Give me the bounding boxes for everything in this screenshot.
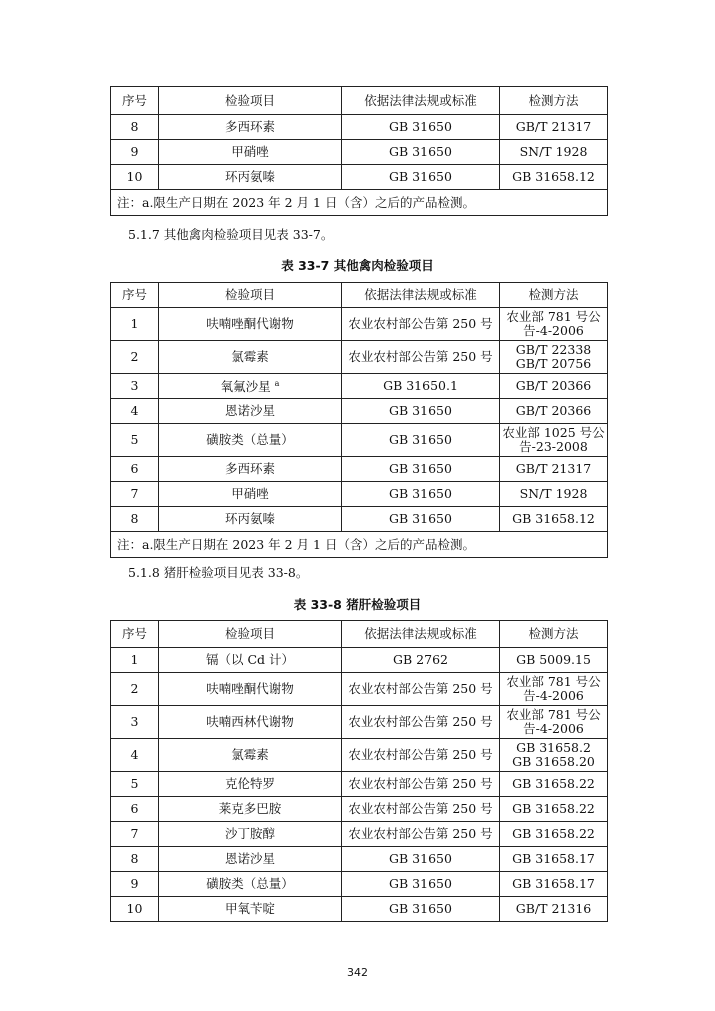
table-cell: 农业部 781 号公告-4-2006 [500,673,608,706]
table-row [111,399,608,424]
table-cell: 2 [111,341,159,374]
table-cell: GB 31650 [342,140,500,165]
table-cell: 9 [111,140,159,165]
column-header: 依据法律法规或标准 [342,87,500,115]
table-row [111,648,608,673]
table-row [111,341,608,374]
table-row [111,165,608,190]
table-note-row [111,190,608,216]
table-cell: GB 31658.2 GB 31658.20 [500,739,608,772]
table-cell: GB 31650 [342,165,500,190]
column-header: 序号 [111,283,159,308]
table-cell: 氯霉素 [159,739,342,772]
table-cell: 农业部 781 号公告-4-2006 [500,308,608,341]
table-row [111,457,608,482]
table-33-8 [110,620,608,922]
table-cell: 环丙氨嗪 [159,507,342,532]
table-cell: 10 [111,897,159,922]
table-note: 注：a.限生产日期在 2023 年 2 月 1 日（含）之后的产品检测。 [111,532,608,558]
table-cell: 3 [111,706,159,739]
table-cell: 呋喃西林代谢物 [159,706,342,739]
paragraph-5-1-7: 5.1.7 其他禽肉检验项目见表 33-7。 [128,227,334,242]
table-cell: SN/T 1928 [500,482,608,507]
table-cell: SN/T 1928 [500,140,608,165]
table-row [111,822,608,847]
column-header: 检验项目 [159,283,342,308]
table-row [111,706,608,739]
column-header: 依据法律法规或标准 [342,621,500,648]
table-caption-33-8: 表 33-8 猪肝检验项目 [293,597,422,612]
table-cell: GB/T 21317 [500,457,608,482]
table-cell: 5 [111,424,159,457]
table-cell: GB 31658.17 [500,872,608,897]
table-cell: 农业农村部公告第 250 号 [342,772,500,797]
table-cell: 呋喃唑酮代谢物 [159,673,342,706]
table-cell: GB 31658.22 [500,797,608,822]
table-cell: 农业部 1025 号公告-23-2008 [500,424,608,457]
table-cell: 农业农村部公告第 250 号 [342,706,500,739]
table-cell: 3 [111,374,159,399]
table-row [111,140,608,165]
table-cell: GB 5009.15 [500,648,608,673]
table-cell: 磺胺类（总量） [159,424,342,457]
table-cell: 4 [111,399,159,424]
table-cell: 农业农村部公告第 250 号 [342,822,500,847]
table-cell: GB 31650 [342,424,500,457]
table-cell: 甲硝唑 [159,482,342,507]
table-header-row [111,621,608,648]
table-cell: 镉（以 Cd 计） [159,648,342,673]
table-cell: GB 31658.12 [500,165,608,190]
table-cell: 农业农村部公告第 250 号 [342,308,500,341]
table-cell: 呋喃唑酮代谢物 [159,308,342,341]
column-header: 检测方法 [500,283,608,308]
table-cell: 8 [111,847,159,872]
table-caption-33-7: 表 33-7 其他禽肉检验项目 [281,258,434,273]
table-cell: 磺胺类（总量） [159,872,342,897]
page-number: 342 [347,966,368,979]
table-header-row [111,87,608,115]
table-row [111,673,608,706]
table-cell: 氯霉素 [159,341,342,374]
table-cell: 多西环素 [159,457,342,482]
table-row [111,374,608,399]
table-cell: 6 [111,797,159,822]
table-cell: 1 [111,308,159,341]
table-row [111,797,608,822]
table-row [111,507,608,532]
column-header: 检测方法 [500,621,608,648]
table-row [111,772,608,797]
table-cell: GB 31650 [342,115,500,140]
table-cell [159,374,342,399]
table-cell: 8 [111,507,159,532]
column-header: 检测方法 [500,87,608,115]
table-row [111,739,608,772]
table-cell: 6 [111,457,159,482]
table-row [111,872,608,897]
table-cell: GB 31650 [342,399,500,424]
table-cell: 5 [111,772,159,797]
table-cell: 9 [111,872,159,897]
column-header: 依据法律法规或标准 [342,283,500,308]
table-row [111,847,608,872]
table-cell: GB/T 21316 [500,897,608,922]
table-cell: 4 [111,739,159,772]
table-cell: GB/T 21317 [500,115,608,140]
table-row [111,115,608,140]
table-cell: GB/T 22338 GB/T 20756 [500,341,608,374]
table-cell: GB 31650 [342,872,500,897]
table-cell: GB 31658.22 [500,822,608,847]
table-cell: 农业农村部公告第 250 号 [342,739,500,772]
table-33-6-continued [110,86,608,216]
table-cell: 8 [111,115,159,140]
table-row [111,897,608,922]
table-cell: 10 [111,165,159,190]
table-cell: 农业部 781 号公告-4-2006 [500,706,608,739]
table-cell: GB/T 20366 [500,374,608,399]
table-cell: 甲硝唑 [159,140,342,165]
column-header: 序号 [111,87,159,115]
table-cell: 环丙氨嗪 [159,165,342,190]
table-cell: 7 [111,482,159,507]
table-cell: 农业农村部公告第 250 号 [342,797,500,822]
table-cell: GB 31650 [342,897,500,922]
table-cell: GB 31650 [342,482,500,507]
table-cell: GB 2762 [342,648,500,673]
table-note-row [111,532,608,558]
table-cell: 甲氧苄啶 [159,897,342,922]
table-cell: GB/T 20366 [500,399,608,424]
table-cell: GB 31658.22 [500,772,608,797]
table-cell: 沙丁胺醇 [159,822,342,847]
cell-text: 氧氟沙星 [220,379,271,395]
table-cell: 2 [111,673,159,706]
table-cell: GB 31650 [342,847,500,872]
table-cell: 农业农村部公告第 250 号 [342,341,500,374]
table-row [111,482,608,507]
footnote-marker: a [274,379,280,389]
table-cell: GB 31658.17 [500,847,608,872]
table-cell: 恩诺沙星 [159,399,342,424]
paragraph-5-1-8: 5.1.8 猪肝检验项目见表 33-8。 [128,565,309,580]
column-header: 检验项目 [159,87,342,115]
table-33-7 [110,282,608,558]
table-row [111,424,608,457]
table-cell: 克伦特罗 [159,772,342,797]
table-cell: 7 [111,822,159,847]
table-cell: GB 31658.12 [500,507,608,532]
table-row [111,308,608,341]
column-header: 序号 [111,621,159,648]
table-cell: GB 31650 [342,507,500,532]
table-cell: 1 [111,648,159,673]
column-header: 检验项目 [159,621,342,648]
table-cell: 莱克多巴胺 [159,797,342,822]
table-cell: GB 31650.1 [342,374,500,399]
table-cell: 多西环素 [159,115,342,140]
table-cell: 恩诺沙星 [159,847,342,872]
table-cell: 农业农村部公告第 250 号 [342,673,500,706]
table-note: 注：a.限生产日期在 2023 年 2 月 1 日（含）之后的产品检测。 [111,190,608,216]
table-cell: GB 31650 [342,457,500,482]
table-header-row [111,283,608,308]
